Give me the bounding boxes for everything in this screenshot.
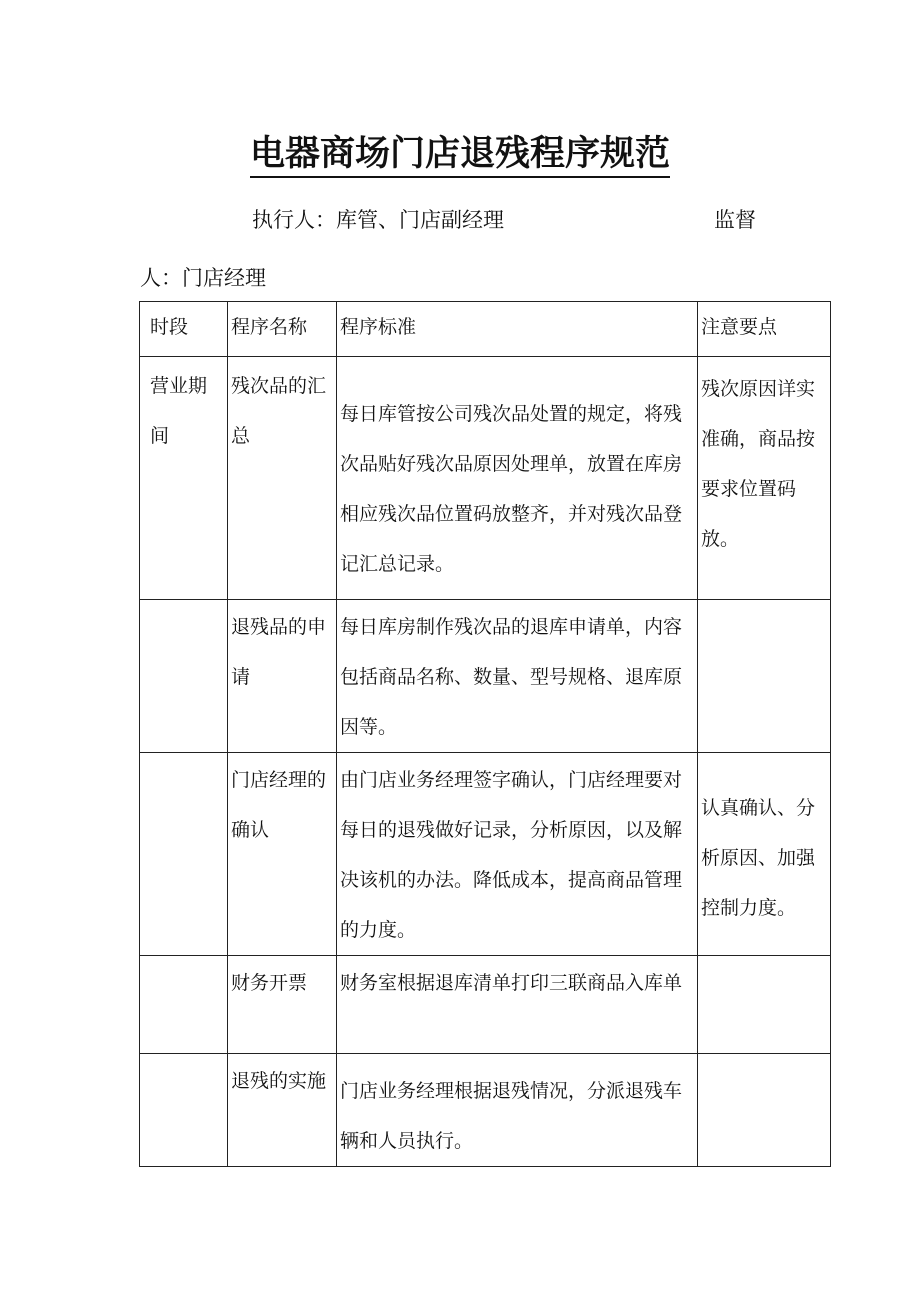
- cell-period: [140, 1054, 228, 1167]
- cell-procedure-name: 退残的实施: [228, 1054, 337, 1167]
- cell-key-points: [698, 956, 831, 1054]
- cell-procedure-name: 财务开票: [228, 956, 337, 1054]
- supervisor-continuation: 人：门店经理: [140, 266, 266, 290]
- cell-period: [140, 600, 228, 753]
- cell-period: [140, 753, 228, 956]
- cell-procedure-name: 门店经理的确认: [228, 753, 337, 956]
- table-row: [140, 753, 831, 956]
- header-period: 时段: [140, 302, 228, 357]
- table-header-row: [140, 302, 831, 357]
- cell-procedure-standard: 每日库管按公司残次品处置的规定，将残次品贴好残次品原因处理单，放置在库房相应残次品位置码放整齐，并对残次品登记汇总记录。: [337, 357, 698, 600]
- cell-procedure-standard: 财务室根据退库清单打印三联商品入库单: [337, 956, 698, 1054]
- document-title-text: 电器商场门店退残程序规范: [250, 134, 670, 178]
- supervisor-label: 监督: [714, 208, 756, 232]
- cell-key-points: 残次原因详实准确，商品按要求位置码放。: [698, 357, 831, 600]
- header-procedure-name: 程序名称: [228, 302, 337, 357]
- procedure-table: [139, 301, 831, 1167]
- document-title: [0, 128, 920, 180]
- cell-procedure-name: 退残品的申请: [228, 600, 337, 753]
- cell-key-points: [698, 1054, 831, 1167]
- cell-procedure-name: 残次品的汇总: [228, 357, 337, 600]
- cell-period: 营业期间: [140, 357, 228, 600]
- cell-key-points: [698, 600, 831, 753]
- cell-procedure-standard: 门店业务经理根据退残情况，分派退残车辆和人员执行。: [337, 1054, 698, 1167]
- executor-line: 执行人：库管、门店副经理: [252, 208, 504, 232]
- table-row: [140, 956, 831, 1054]
- cell-procedure-standard: 每日库房制作残次品的退库申请单，内容包括商品名称、数量、型号规格、退库原因等。: [337, 600, 698, 753]
- header-key-points: 注意要点: [698, 302, 831, 357]
- cell-procedure-standard: 由门店业务经理签字确认，门店经理要对每日的退残做好记录，分析原因，以及解决该机的办法。降低成本，提高商品管理的力度。: [337, 753, 698, 956]
- table-row: [140, 600, 831, 753]
- table-row: [140, 357, 831, 600]
- cell-period: [140, 956, 228, 1054]
- cell-key-points: 认真确认、分析原因、加强控制力度。: [698, 753, 831, 956]
- header-procedure-standard: 程序标准: [337, 302, 698, 357]
- table-row: [140, 1054, 831, 1167]
